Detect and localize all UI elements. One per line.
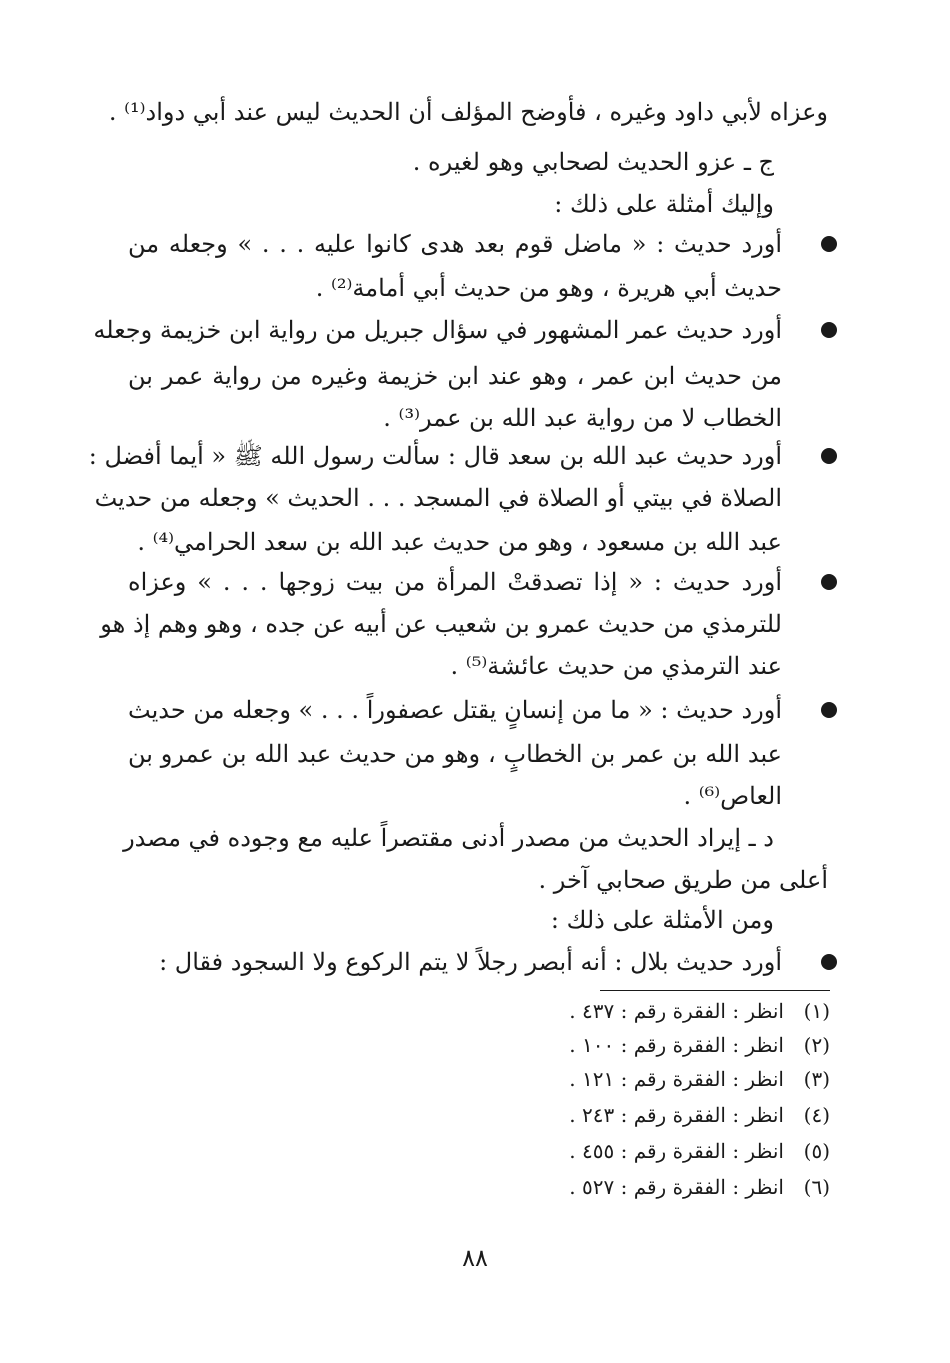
footnote-number: (٦) xyxy=(803,1175,830,1199)
section-heading-d: د ـ إيراد الحديث من مصدر أدنى مقتصراً عليه مع وجوده في مصدر xyxy=(123,824,774,852)
bullet-1-line-1: أورد حديث : « ماضل قوم بعد هدى كانوا عليه . . . » وجعله من xyxy=(128,230,782,258)
bullet-icon xyxy=(821,448,837,464)
footnote-text: انظر : الفقرة رقم : ٤٥٥ . xyxy=(569,1139,784,1163)
section-heading-c: ج ـ عزو الحديث لصحابي وهو لغيره . xyxy=(412,148,774,176)
footnote-6 xyxy=(569,1172,830,1202)
footnote-text: انظر : الفقرة رقم : ١٢١ . xyxy=(569,1067,784,1091)
bullet-1-line-2: حديث أبي هريرة ، وهو من حديث أبي أمامة⁽²⁾ . xyxy=(315,274,782,302)
footnote-5 xyxy=(569,1136,830,1166)
footnote-1 xyxy=(569,996,830,1026)
section-d-line-2: أعلى من طريق صحابي آخر . xyxy=(538,866,828,894)
footnote-text: انظر : الفقرة رقم : ١٠٠ . xyxy=(569,1033,784,1057)
bullet-icon xyxy=(821,236,837,252)
bullet-3-line-1: أورد حديث عبد الله بن سعد قال : سألت رسول الله ﷺ « أيما أفضل : xyxy=(88,442,782,470)
footnote-number: (١) xyxy=(803,999,830,1023)
bullet-2-line-1: أورد حديث عمر المشهور في سؤال جبريل من رواية ابن خزيمة وجعله xyxy=(93,316,782,344)
bullet-icon xyxy=(821,954,837,970)
footnote-text: انظر : الفقرة رقم : ٤٣٧ . xyxy=(569,999,784,1023)
footnote-2 xyxy=(569,1030,830,1060)
bullet-4-line-3: عند الترمذي من حديث عائشة⁽⁵⁾ . xyxy=(450,652,782,680)
bullet-5-line-1: أورد حديث : « ما من إنسانٍ يقتل عصفوراً . . . » وجعله من حديث xyxy=(128,696,782,724)
bullet-icon xyxy=(821,702,837,718)
bullet-4-line-1: أورد حديث : « إذا تصدقتْ المرأة من بيت زوجها . . . » وعزاه xyxy=(128,568,782,596)
footnote-4 xyxy=(569,1100,830,1130)
bullet-3-line-2: الصلاة في بيتي أو الصلاة في المسجد . . . الحديث » وجعله من حديث xyxy=(94,484,782,512)
footnote-number: (٢) xyxy=(803,1033,830,1057)
bullet-2-line-2: من حديث ابن عمر ، وهو عند ابن خزيمة وغيره من رواية عمر بن xyxy=(128,362,782,390)
bullet-5-line-2: عبد الله بن عمر بن الخطابٍ ، وهو من حديث عبد الله بن عمرو بن xyxy=(128,740,782,768)
bullet-3-line-3: عبد الله بن مسعود ، وهو من حديث عبد الله بن سعد الحرامي⁽⁴⁾ . xyxy=(137,528,782,556)
bullet-2-line-3: الخطاب لا من رواية عبد الله بن عمر⁽³⁾ . xyxy=(383,404,782,432)
bullet-6-line-1: أورد حديث بلال : أنه أبصر رجلاً لا يتم الركوع ولا السجود فقال : xyxy=(159,948,782,976)
bullet-4-line-2: للترمذي من حديث عمرو بن شعيب عن أبيه عن جده ، وهو وهم إذ هو xyxy=(100,610,782,638)
footnote-number: (٣) xyxy=(803,1067,830,1091)
bullet-icon xyxy=(821,574,837,590)
examples-intro: وإليك أمثلة على ذلك : xyxy=(554,190,774,218)
text-line-intro: وعزاه لأبي داود وغيره ، فأوضح المؤلف أن الحديث ليس عند أبي دواد⁽¹⁾ . xyxy=(108,98,828,126)
page-number: ٨٨ xyxy=(462,1244,488,1272)
examples-intro-2: ومن الأمثلة على ذلك : xyxy=(550,906,774,934)
bullet-5-line-3: العاص⁽⁶⁾ . xyxy=(683,782,782,810)
footnote-number: (٤) xyxy=(803,1103,830,1127)
footnote-text: انظر : الفقرة رقم : ٥٢٧ . xyxy=(569,1175,784,1199)
footnote-separator xyxy=(600,990,830,991)
footnote-text: انظر : الفقرة رقم : ٢٤٣ . xyxy=(569,1103,784,1127)
footnote-number: (٥) xyxy=(803,1139,830,1163)
footnote-3 xyxy=(569,1064,830,1094)
bullet-icon xyxy=(821,322,837,338)
